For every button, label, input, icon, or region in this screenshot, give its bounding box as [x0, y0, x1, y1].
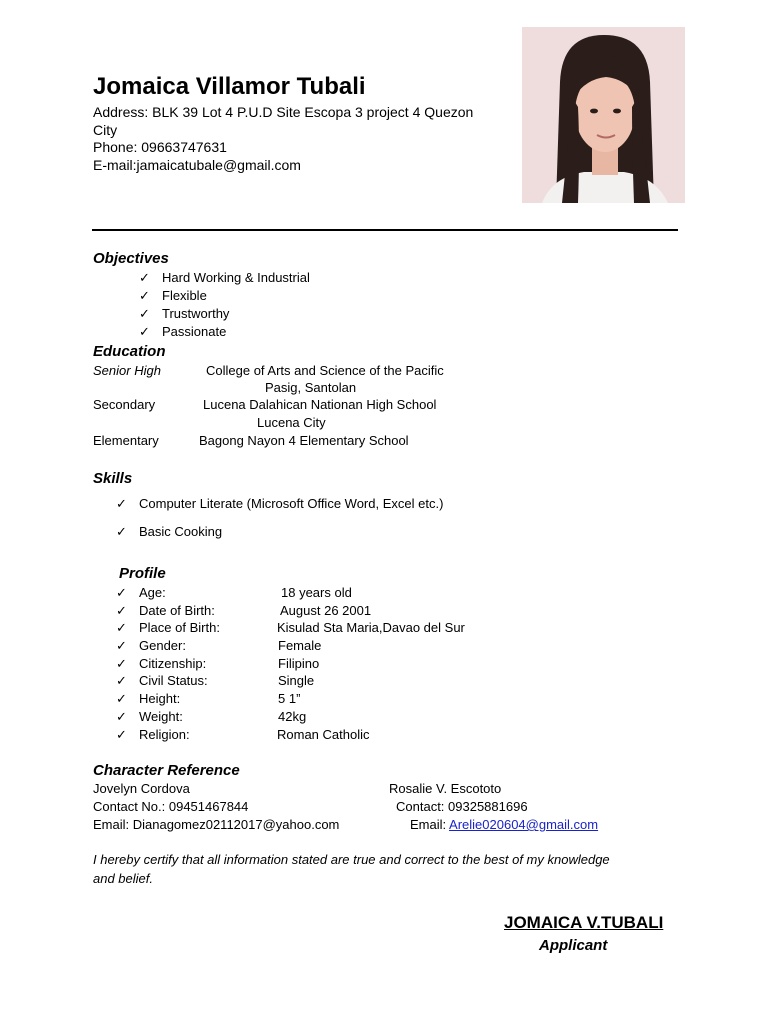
skill-item: ✓ Computer Literate (Microsoft Office Word, Excel etc.)	[116, 496, 444, 511]
profile-row: ✓ Place of Birth:	[116, 620, 220, 635]
profile-value: Roman Catholic	[277, 727, 370, 742]
objective-item: ✓ Passionate	[139, 324, 227, 339]
check-icon: ✓	[116, 709, 127, 724]
profile-value: Single	[278, 673, 315, 688]
check-icon: ✓	[139, 270, 150, 285]
skills-heading: Skills	[93, 470, 133, 487]
check-icon: ✓	[116, 620, 127, 635]
profile-heading: Profile	[119, 565, 166, 582]
profile-row: ✓ Age:	[116, 585, 166, 600]
profile-value: 42kg	[278, 709, 307, 724]
reference-2-name: Rosalie V. Escototo	[389, 781, 502, 796]
check-icon: ✓	[139, 288, 150, 303]
signature-name: JOMAICA V.TUBALI	[504, 913, 664, 932]
certification-line-2: and belief.	[93, 871, 153, 886]
check-icon: ✓	[116, 691, 127, 706]
profile-value: 5 1”	[278, 691, 301, 706]
check-icon: ✓	[116, 585, 127, 600]
objective-item: ✓ Trustworthy	[139, 306, 230, 321]
education-location: Lucena City	[257, 415, 326, 430]
profile-row: ✓ Height:	[116, 691, 181, 706]
address-line-2: City	[93, 122, 118, 138]
education-location: Pasig, Santolan	[265, 380, 357, 395]
profile-value: Filipino	[278, 656, 320, 671]
check-icon: ✓	[116, 727, 127, 742]
reference-2-email	[410, 817, 598, 833]
objective-item: ✓ Hard Working & Industrial	[139, 270, 310, 285]
header-divider	[92, 229, 678, 231]
objectives-heading: Objectives	[93, 250, 169, 267]
education-level: Senior High	[93, 363, 161, 378]
applicant-name: Jomaica Villamor Tubali	[93, 73, 366, 100]
reference-1-contact: Contact No.: 09451467844	[93, 799, 249, 814]
reference-2-email-label: Email:	[410, 817, 447, 832]
profile-value: Kisulad Sta Maria,Davao del Sur	[277, 620, 465, 635]
check-icon: ✓	[116, 673, 127, 688]
signature-role: Applicant	[539, 937, 608, 954]
profile-value: Female	[278, 638, 322, 653]
reference-2-contact: Contact: 09325881696	[396, 799, 528, 814]
profile-row: ✓ Date of Birth:	[116, 603, 215, 618]
check-icon: ✓	[116, 496, 127, 511]
education-school: Bagong Nayon 4 Elementary School	[199, 433, 409, 448]
check-icon: ✓	[139, 306, 150, 321]
profile-row: ✓ Gender:	[116, 638, 186, 653]
objective-item: ✓ Flexible	[139, 288, 207, 303]
email: E-mail:jamaicatubale@gmail.com	[93, 157, 301, 173]
reference-1-name: Jovelyn Cordova	[93, 781, 190, 796]
check-icon: ✓	[116, 656, 127, 671]
check-icon: ✓	[116, 638, 127, 653]
address-line-1: Address: BLK 39 Lot 4 P.U.D Site Escopa 3 project 4 Quezon	[93, 104, 474, 120]
education-level: Elementary	[93, 433, 159, 448]
education-school: College of Arts and Science of the Pacific	[206, 363, 444, 378]
education-level: Secondary	[93, 397, 156, 412]
check-icon: ✓	[116, 603, 127, 618]
profile-row: ✓ Religion:	[116, 727, 190, 742]
profile-value: August 26 2001	[280, 603, 372, 618]
check-icon: ✓	[139, 324, 150, 339]
applicant-photo	[522, 27, 685, 203]
reference-2-email-link[interactable]: Arelie020604@gmail.com	[449, 817, 599, 832]
character-reference-heading: Character Reference	[93, 762, 240, 779]
education-heading: Education	[93, 343, 166, 360]
profile-row: ✓ Weight:	[116, 709, 183, 724]
skill-item: ✓ Basic Cooking	[116, 524, 223, 539]
profile-value: 18 years old	[281, 585, 352, 600]
phone: Phone: 09663747631	[93, 139, 227, 155]
education-school: Lucena Dalahican Nationan High School	[203, 397, 437, 412]
check-icon: ✓	[116, 524, 127, 539]
certification-line-1: I hereby certify that all information stated are true and correct to the best of my knowledge	[93, 852, 610, 867]
reference-1-email: Email: Dianagomez02112017@yahoo.com	[93, 817, 340, 832]
profile-row: ✓ Citizenship:	[116, 656, 207, 671]
profile-row: ✓ Civil Status:	[116, 673, 208, 688]
